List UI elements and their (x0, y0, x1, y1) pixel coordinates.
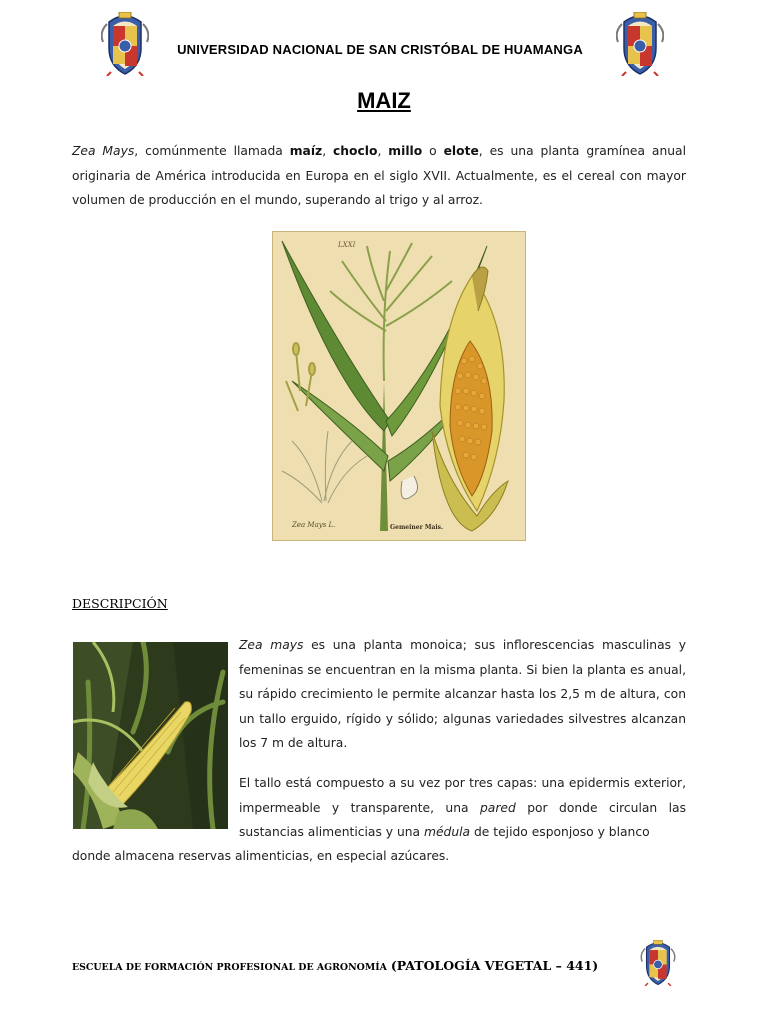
course-name: (PATOLOGÍA VEGETAL – 441) (390, 958, 599, 973)
document-title: MAIZ (357, 88, 411, 113)
common-name: maíz (289, 144, 323, 158)
footer-text (72, 958, 598, 973)
description-paragraph-2-continuation: donde almacena reservas alimenticias, en especial azúcares. (72, 849, 450, 863)
description-paragraph-2 (239, 771, 686, 845)
common-name: millo (388, 144, 423, 158)
description-text: El tallo está compuesto a su vez por tres capas: una epidermis exterior, impermeable y transparente, una (239, 776, 686, 815)
description-text: es una planta monoica; sus inflorescencias masculinas y femeninas se encuentran en la misma planta. Si bien la planta es anual, su rápido crecimiento le permite alcanzar hasta los 2,5 m de altura, con un tallo erguido, rígido y sólido; algunas variedades silvestres alcanzan los 7 m de altura. (239, 638, 686, 751)
intro-text: , comúnmente llamada (134, 144, 290, 158)
common-name: choclo (333, 144, 378, 158)
species-name: Zea mays (239, 638, 304, 652)
corn-photo (73, 642, 228, 829)
intro-paragraph (72, 139, 686, 213)
description-text: de tejido esponjoso y blanco (470, 825, 650, 840)
intro-text: , (377, 144, 389, 158)
term-pared: pared (480, 800, 516, 815)
university-seal-right-icon (616, 12, 664, 76)
section-heading: DESCRIPCIÓN (72, 596, 168, 611)
school-name: ESCUELA DE FORMACIÓN PROFESIONAL DE AGRONOMÍA (72, 962, 387, 973)
illustration-caption-right: Gemeiner Mais. (390, 524, 444, 531)
common-name: elote (443, 144, 479, 158)
university-name: UNIVERSIDAD NACIONAL DE SAN CRISTÓBAL DE HUAMANGA (177, 42, 583, 57)
university-seal-left-icon (101, 12, 149, 76)
species-name: Zea Mays (72, 144, 135, 158)
illustration-caption-left: Zea Mays L. (292, 521, 336, 529)
description-paragraph-1 (239, 633, 686, 756)
term-medula: médula (423, 825, 471, 840)
footer-seal-icon (640, 940, 676, 986)
description-text: por donde circulan las sustancias alimenticias y una (239, 800, 687, 840)
intro-text: o (422, 144, 444, 158)
botanical-illustration (272, 231, 526, 541)
plate-number: LXXI (338, 241, 356, 249)
intro-text: , (322, 144, 334, 158)
intro-text: , es una planta gramínea anual originaria de América introducida en Europa en el siglo XVII. Actualmente, es el cereal con mayor volumen de producción en el mundo, superando al trigo y al arroz. (72, 144, 687, 208)
